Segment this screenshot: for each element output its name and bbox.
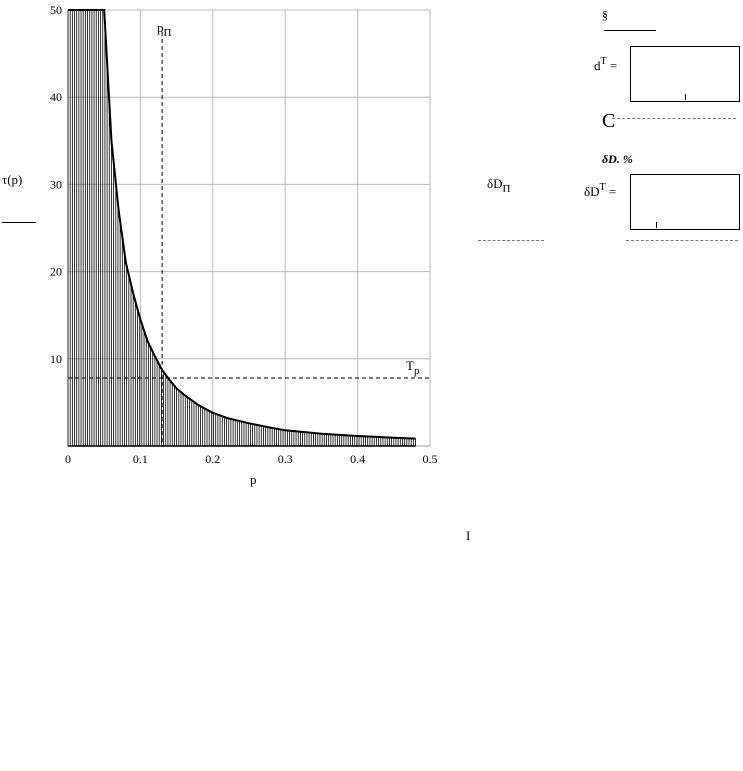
tau-p-label: $T_p$ [406, 358, 420, 377]
delta-d-t-label: $\delta D^T$ = [584, 182, 617, 199]
x-tick-label: 0.1 [132, 452, 148, 466]
header-underline [604, 30, 656, 31]
text-cursor: I [466, 528, 471, 543]
fragment-c: C [602, 110, 616, 132]
y-axis-label-line [2, 222, 36, 223]
x-tick-label: 0 [65, 452, 71, 466]
delta-d-pi-label: $\delta D_\Pi$ [487, 176, 511, 195]
left-dash-fragment [478, 240, 544, 241]
fragment-d: δD. % [602, 152, 633, 166]
d-t-box-tick [685, 94, 686, 100]
y-tick-label: 40 [50, 90, 62, 105]
y-tick-label: 50 [50, 3, 62, 17]
delta-d-t-box-tick [656, 222, 657, 228]
p-pi-label: $p_\Pi$ [157, 20, 172, 39]
y-tick-label: 20 [50, 264, 62, 279]
x-tick-label: 0.3 [277, 452, 293, 466]
x-tick-label: 0.2 [205, 452, 221, 466]
delta-d-t-result-box[interactable] [630, 174, 740, 230]
y-tick-label: 10 [50, 351, 62, 366]
right-dash-fragment [626, 240, 738, 241]
x-tick-label: 0.4 [350, 452, 366, 466]
y-axis-label: τ(p) [2, 172, 23, 187]
fragment-c-dash [612, 118, 736, 119]
d-t-label: $d^T$ = [594, 56, 618, 73]
y-tick-label: 30 [50, 177, 62, 192]
x-tick-label: 0.5 [422, 452, 438, 466]
header-fragment: § [602, 8, 608, 22]
x-axis-label: p [250, 472, 257, 487]
